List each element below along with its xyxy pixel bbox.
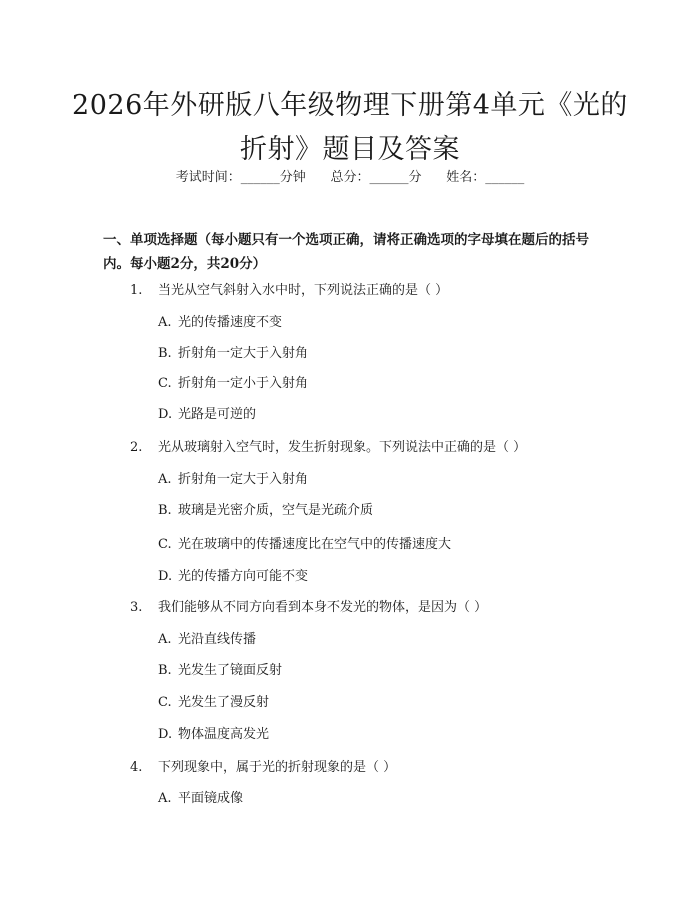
option-text: 折射角一定小于入射角 bbox=[178, 376, 309, 391]
option bbox=[158, 630, 256, 650]
option-letter: C. bbox=[158, 537, 172, 552]
question-number: 2. bbox=[130, 440, 143, 455]
question-number: 4. bbox=[130, 760, 143, 775]
option bbox=[158, 693, 269, 713]
option bbox=[158, 470, 308, 490]
option bbox=[158, 374, 308, 394]
option bbox=[158, 405, 256, 425]
option bbox=[158, 661, 282, 681]
option-text: 光的传播方向可能不变 bbox=[178, 569, 309, 584]
option-text: 光在玻璃中的传播速度比在空气中的传播速度大 bbox=[178, 537, 452, 552]
option bbox=[158, 501, 373, 521]
question-text: 光从玻璃射入空气时，发生折射现象。下列说法中正确的是（ ） bbox=[158, 440, 527, 455]
option-letter: C. bbox=[158, 695, 172, 710]
option-letter: A. bbox=[158, 791, 172, 806]
option-text: 物体温度高发光 bbox=[178, 727, 270, 742]
option bbox=[158, 789, 243, 809]
option-letter: D. bbox=[158, 727, 173, 742]
option-letter: D. bbox=[158, 569, 173, 584]
question bbox=[130, 758, 396, 778]
option bbox=[158, 535, 451, 555]
question-text: 当光从空气斜射入水中时，下列说法正确的是（ ） bbox=[158, 283, 449, 298]
option-letter: B. bbox=[158, 503, 172, 518]
option-letter: C. bbox=[158, 376, 172, 391]
document-title: 2026年外研版八年级物理下册第4单元《光的折射》题目及答案 bbox=[72, 90, 628, 165]
option-text: 平面镜成像 bbox=[178, 791, 244, 806]
question bbox=[130, 281, 448, 301]
option-letter: A. bbox=[158, 632, 172, 647]
question bbox=[130, 438, 526, 458]
option-text: 光发生了漫反射 bbox=[178, 695, 270, 710]
option-letter: A. bbox=[158, 472, 172, 487]
option-text: 光发生了镜面反射 bbox=[178, 663, 283, 678]
section-heading: 一、单项选择题（每小题只有一个选项正确，请将正确选项的字母填在题后的括号内。每小题2分，共20分） bbox=[103, 232, 589, 272]
option bbox=[158, 344, 308, 364]
question bbox=[130, 598, 487, 618]
question-number: 3. bbox=[130, 600, 143, 615]
question-text: 下列现象中，属于光的折射现象的是（ ） bbox=[158, 760, 397, 775]
option-letter: B. bbox=[158, 663, 172, 678]
option-letter: D. bbox=[158, 407, 173, 422]
option-letter: A. bbox=[158, 315, 172, 330]
question-number: 1. bbox=[130, 283, 143, 298]
option-text: 光沿直线传播 bbox=[178, 632, 257, 647]
question-text: 我们能够从不同方向看到本身不发光的物体，是因为（ ） bbox=[158, 600, 488, 615]
option-letter: B. bbox=[158, 346, 172, 361]
option bbox=[158, 567, 308, 587]
option-text: 折射角一定大于入射角 bbox=[178, 346, 309, 361]
option-text: 折射角一定大于入射角 bbox=[178, 472, 309, 487]
option-text: 光的传播速度不变 bbox=[178, 315, 283, 330]
option-text: 光路是可逆的 bbox=[178, 407, 257, 422]
option-text: 玻璃是光密介质，空气是光疏介质 bbox=[178, 503, 374, 518]
option bbox=[158, 725, 269, 745]
option bbox=[158, 313, 282, 333]
exam-info-line: 考试时间：______分钟 总分：______分 姓名：______ bbox=[175, 170, 525, 185]
